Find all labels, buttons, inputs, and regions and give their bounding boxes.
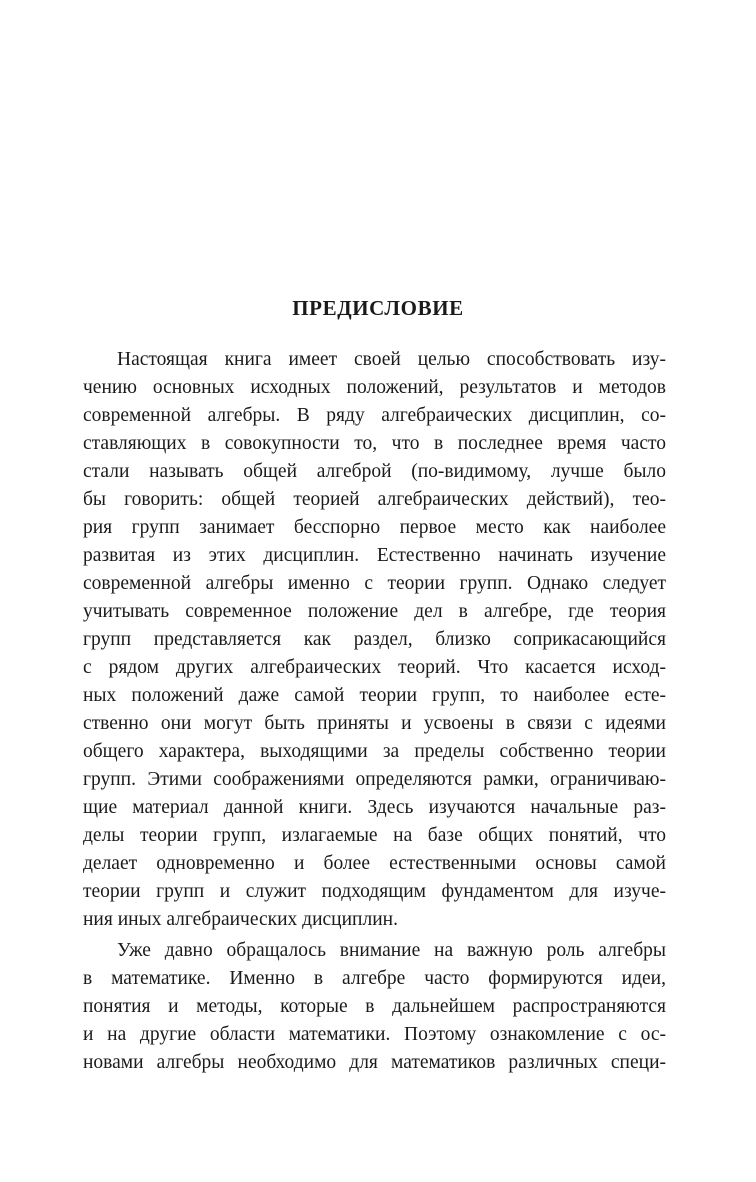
text-line: новами алгебры необходимо для математиков различных специ- (83, 1052, 666, 1073)
text-line: групп представляется как раздел, близко соприкасающийся (83, 629, 666, 650)
text-line: ставляющих в совокупности то, что в последнее время часто (83, 433, 666, 454)
text-line: стали называть общей алгеброй (по-видимому, лучше было (83, 461, 666, 482)
text-line: развитая из этих дисциплин. Естественно начинать изучение (83, 545, 666, 566)
text-line: Уже давно обращалось внимание на важную роль алгебры (117, 940, 666, 961)
text-line: ния иных алгебраических дисциплин. (83, 909, 398, 930)
text-line: бы говорить: общей теорией алгебраических действий), тео- (83, 489, 666, 510)
text-line: ственно они могут быть приняты и усвоены в связи с идеями (83, 713, 666, 734)
text-line: делает одновременно и более естественными основы самой (83, 853, 666, 874)
text-line: делы теории групп, излагаемые на базе общих понятий, что (83, 825, 666, 846)
text-line: щие материал данной книги. Здесь изучаются начальные раз- (83, 797, 666, 818)
text-line: теории групп и служит подходящим фундаментом для изуче- (83, 881, 666, 902)
text-line: Настоящая книга имеет своей целью способствовать изу- (117, 349, 666, 370)
text-line: понятия и методы, которые в дальнейшем распространяются (83, 996, 666, 1017)
text-line: ных положений даже самой теории групп, то наиболее есте- (83, 685, 666, 706)
text-line: общего характера, выходящими за пределы собственно теории (83, 741, 666, 762)
text-line: и на другие области математики. Поэтому ознакомление с ос- (83, 1024, 666, 1045)
text-line: рия групп занимает бесспорно первое место как наиболее (83, 517, 666, 538)
text-line: современной алгебры. В ряду алгебраических дисциплин, со- (83, 405, 666, 426)
text-line: с рядом других алгебраических теорий. Что касается исход- (83, 657, 666, 678)
text-line: в математике. Именно в алгебре часто формируются идеи, (83, 968, 666, 989)
text-line: групп. Этими соображениями определяются рамки, ограничиваю- (83, 769, 666, 790)
text-line: чению основных исходных положений, результатов и методов (83, 377, 666, 398)
text-line: учитывать современное положение дел в алгебре, где теория (83, 601, 666, 622)
text-line: современной алгебры именно с теории групп. Однако следует (83, 573, 666, 594)
page-title: ПРЕДИСЛОВИЕ (292, 296, 464, 320)
